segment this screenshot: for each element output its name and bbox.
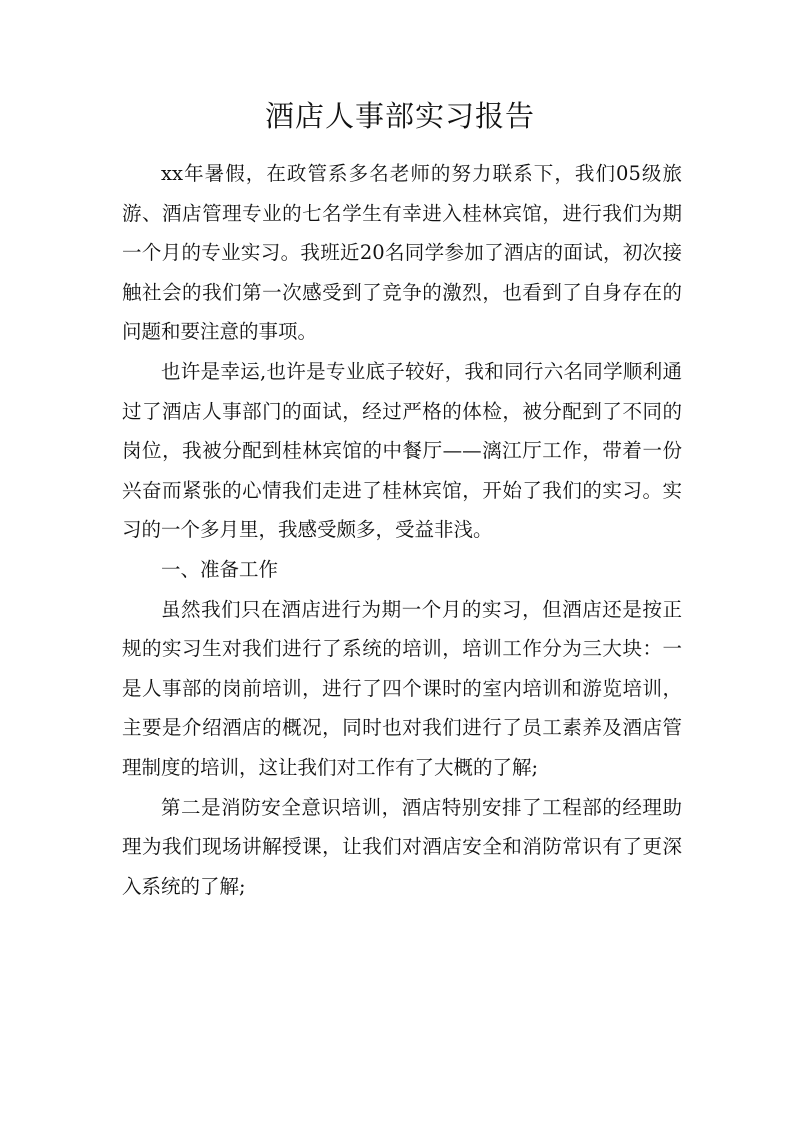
paragraph-intro: xx年暑假，在政管系多名老师的努力联系下，我们05级旅游、酒店管理专业的七名学生有幸进入桂林宾馆，进行我们为期一个月的专业实习。我班近20名同学参加了酒店的面试，初次接触社会的我们第一次感受到了竞争的激烈，也看到了自身存在的问题和要注意的事项。 — [122, 162, 682, 344]
document-body — [122, 154, 682, 906]
paragraph-fire-safety: 第二是消防安全意识培训，酒店特别安排了工程部的经理助理为我们现场讲解授课，让我们对酒店安全和消防常识有了更深入系统的了解; — [122, 795, 682, 898]
paragraph-interview: 也许是幸运,也许是专业底子较好，我和同行六名同学顺利通过了酒店人事部门的面试，经过严格的体检，被分配到了不同的岗位，我被分配到桂林宾馆的中餐厅——漓江厅工作，带着一份兴奋而紧张的心情我们走进了桂林宾馆，开始了我们的实习。实习的一个多月里，我感受颇多，受益非浅。 — [122, 359, 682, 542]
section-heading-preparation: 一、准备工作 — [161, 557, 279, 581]
paragraph-training: 虽然我们只在酒店进行为期一个月的实习，但酒店还是按正规的实习生对我们进行了系统的培训，培训工作分为三大块：一是人事部的岗前培训，进行了四个课时的室内培训和游览培训，主要是介绍酒店的概况，同时也对我们进行了员工素养及酒店管理制度的培训，这让我们对工作有了大概的了解; — [122, 597, 682, 779]
document-title: 酒店人事部实习报告 — [264, 99, 535, 133]
